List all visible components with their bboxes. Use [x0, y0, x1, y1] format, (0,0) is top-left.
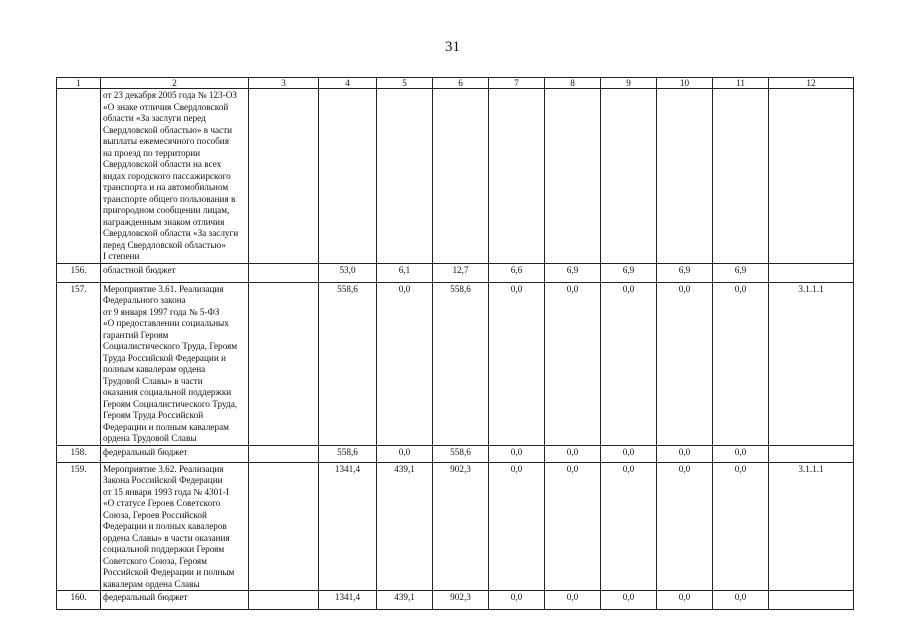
header-cell: 11: [713, 78, 769, 89]
cell-col6: 902,3: [433, 462, 489, 591]
table-row: [57, 462, 854, 591]
header-cell: 7: [489, 78, 545, 89]
cell-col6: 902,3: [433, 591, 489, 610]
cell-col11: 0,0: [713, 445, 769, 462]
header-cell: 6: [433, 78, 489, 89]
cell-col5: 0,0: [377, 282, 433, 445]
cell-col9: 0,0: [601, 445, 657, 462]
cell-col4: 1341,4: [319, 591, 377, 610]
cell-col9: 0,0: [601, 591, 657, 610]
header-cell: 2: [101, 78, 249, 89]
cell-col10: 0,0: [657, 282, 713, 445]
cell-col7: 0,0: [489, 445, 545, 462]
row-description: федеральный бюджет: [101, 591, 249, 610]
cell-col12: [769, 263, 854, 282]
row-description: Мероприятие 3.62. Реализация Закона Российской Федерации от 15 января 1993 года № 4301-I «О статусе Героев Советского Союза, Героев Российской Федерации и полных кавалеров ордена Славы» в части оказания социальной поддержки Героям Советского Союза, Героям Российской Федерации и полным кавалерам ордена Славы: [101, 462, 249, 591]
row-index: 156.: [57, 263, 101, 282]
cell-col12: 3.1.1.1: [769, 282, 854, 445]
cell-col6: 12,7: [433, 263, 489, 282]
cell-col4: 1341,4: [319, 462, 377, 591]
table-row: [57, 282, 854, 445]
cell-col12: 3.1.1.1: [769, 462, 854, 591]
row-index: 160.: [57, 591, 101, 610]
budget-table: [56, 77, 854, 610]
cell-col7: 0,0: [489, 462, 545, 591]
cell-col3: [249, 591, 319, 610]
table-row: [57, 263, 854, 282]
row-index: [57, 89, 101, 264]
header-cell: 9: [601, 78, 657, 89]
cell-col12: [769, 89, 854, 264]
cell-col3: [249, 263, 319, 282]
cell-col11: 0,0: [713, 462, 769, 591]
cell-col6: [433, 89, 489, 264]
header-cell: 10: [657, 78, 713, 89]
cell-col12: [769, 445, 854, 462]
cell-col6: 558,6: [433, 445, 489, 462]
row-description: областной бюджет: [101, 263, 249, 282]
cell-col5: [377, 89, 433, 264]
cell-col4: [319, 89, 377, 264]
header-cell: 1: [57, 78, 101, 89]
page-number: 31: [445, 39, 460, 55]
table-row: [57, 591, 854, 610]
cell-col4: 53,0: [319, 263, 377, 282]
table-row: [57, 445, 854, 462]
cell-col5: 6,1: [377, 263, 433, 282]
cell-col9: 0,0: [601, 462, 657, 591]
row-index: 157.: [57, 282, 101, 445]
cell-col5: 0,0: [377, 445, 433, 462]
cell-col11: 0,0: [713, 591, 769, 610]
cell-col9: [601, 89, 657, 264]
cell-col9: 6,9: [601, 263, 657, 282]
cell-col6: 558,6: [433, 282, 489, 445]
cell-col11: 0,0: [713, 282, 769, 445]
cell-col7: 0,0: [489, 591, 545, 610]
header-cell: 5: [377, 78, 433, 89]
header-row: [57, 78, 854, 89]
cell-col10: 0,0: [657, 445, 713, 462]
cell-col8: 0,0: [545, 591, 601, 610]
header-cell: 3: [249, 78, 319, 89]
cell-col9: 0,0: [601, 282, 657, 445]
row-index: 159.: [57, 462, 101, 591]
header-cell: 12: [769, 78, 854, 89]
cell-col10: 6,9: [657, 263, 713, 282]
cell-col10: 0,0: [657, 462, 713, 591]
header-cell: 8: [545, 78, 601, 89]
cell-col7: 6,6: [489, 263, 545, 282]
row-description: Мероприятие 3.61. Реализация Федерального закона от 9 января 1997 года № 5-ФЗ «О предоставлении социальных гарантий Героям Социалистического Труда, Героям Труда Российской Федерации и полным кавалерам ордена Трудовой Славы» в части оказания социальной поддержки Героям Социалистического Труда, Героям Труда Российской Федерации и полным кавалерам ордена Трудовой Славы: [101, 282, 249, 445]
cell-col10: 0,0: [657, 591, 713, 610]
row-index: 158.: [57, 445, 101, 462]
cell-col3: [249, 89, 319, 264]
cell-col11: [713, 89, 769, 264]
cell-col5: 439,1: [377, 462, 433, 591]
cell-col7: 0,0: [489, 282, 545, 445]
cell-col4: 558,6: [319, 282, 377, 445]
cell-col10: [657, 89, 713, 264]
cell-col3: [249, 282, 319, 445]
cell-col4: 558,6: [319, 445, 377, 462]
header-cell: 4: [319, 78, 377, 89]
cell-col12: [769, 591, 854, 610]
row-description: от 23 декабря 2005 года № 123-ОЗ «О знаке отличия Свердловской области «За заслуги перед Свердловской областью» в части выплаты ежемесячного пособия на проезд по территории Свердловской области на всех видах городского пассажирского транспорта и на автомобильном транспорте общего пользования в пригородном сообщении лицам, награжденным знаком отличия Свердловской области «За заслуги перед Свердловской областью» I степени: [101, 89, 249, 264]
row-description: федеральный бюджет: [101, 445, 249, 462]
cell-col8: 0,0: [545, 282, 601, 445]
cell-col11: 6,9: [713, 263, 769, 282]
cell-col8: 0,0: [545, 462, 601, 591]
cell-col8: 6,9: [545, 263, 601, 282]
cell-col8: [545, 89, 601, 264]
cell-col3: [249, 462, 319, 591]
table-row: [57, 89, 854, 264]
cell-col8: 0,0: [545, 445, 601, 462]
cell-col5: 439,1: [377, 591, 433, 610]
cell-col7: [489, 89, 545, 264]
cell-col3: [249, 445, 319, 462]
